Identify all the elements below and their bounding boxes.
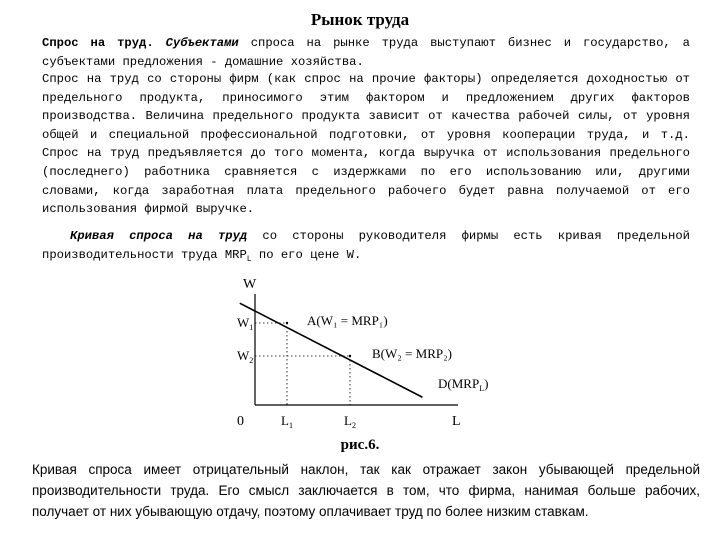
x-tick-label: $L_2$ — [344, 413, 356, 430]
y-axis-label: W — [243, 277, 257, 292]
point-label-b: B(W₂ = MRP₂) — [372, 346, 452, 361]
paragraph-subjects — [42, 34, 690, 71]
labor-demand-chart — [0, 270, 720, 440]
term-labor-demand: Спрос на труд. — [42, 36, 154, 50]
paragraph-demand-curve-tail: по его цене W. — [251, 247, 362, 262]
demand-curve-label: $D(MRP_L)$ — [438, 376, 489, 393]
paragraph-demand-curve — [42, 227, 690, 269]
figure-caption: рис.6. — [340, 437, 380, 453]
term-subjects: Субъектами — [165, 36, 239, 50]
paragraph-firm-demand: Спрос на труд со стороны фирм (как спрос на прочие факторы) определяется доходностью от предельного продукта, приносимого этим фактором и предложением других факторов производства. Величина предельного продукта зависит от качества рабочей силы, от уровня общей и специальной профессиональной подготовки, от уровня кооперации труда, и т.д. Спрос на труд предъявляется до того момента, когда выручка от использования предельного (последнего) работника сравняется с издержками по его использованию или, другими словами, когда заработная плата предельного рабочего будет равна получаемой от его использования фирмой выручке. — [42, 72, 690, 217]
origin-label: 0 — [237, 414, 244, 429]
page-title: Рынок труда — [310, 10, 410, 29]
x-axis-label: L — [452, 414, 461, 429]
point-b — [349, 355, 351, 357]
paragraph-conclusion: Кривая спроса имеет отрицательный наклон, так как отражает закон убывающей предельной производительности труда. Его смысл заключается в том, что фирма, нанимая больше рабочих, получает от них убывающую отдачу, поэтому оплачивает труд по более низким ставкам. — [32, 462, 700, 519]
chart-layer — [237, 277, 488, 430]
paragraph-subjects-text: спроса на рынке труда выступают бизнес и государство, а субъектами предложения - домашние хозяйства. — [42, 36, 690, 69]
y-tick-label: $W_1$ — [237, 315, 254, 332]
mrp-subscript: L — [246, 254, 252, 264]
paragraph-demand-curve-text: со стороны руководителя фирмы есть кривая предельной производительности труда MRP — [42, 229, 690, 262]
term-demand-curve: Кривая спроса на труд — [70, 229, 248, 243]
point-label-a: A(W₁ = MRP₁) — [307, 313, 388, 328]
y-tick-label: $W_2$ — [237, 348, 254, 365]
x-tick-label: $L_1$ — [281, 413, 293, 430]
point-a — [286, 322, 288, 324]
